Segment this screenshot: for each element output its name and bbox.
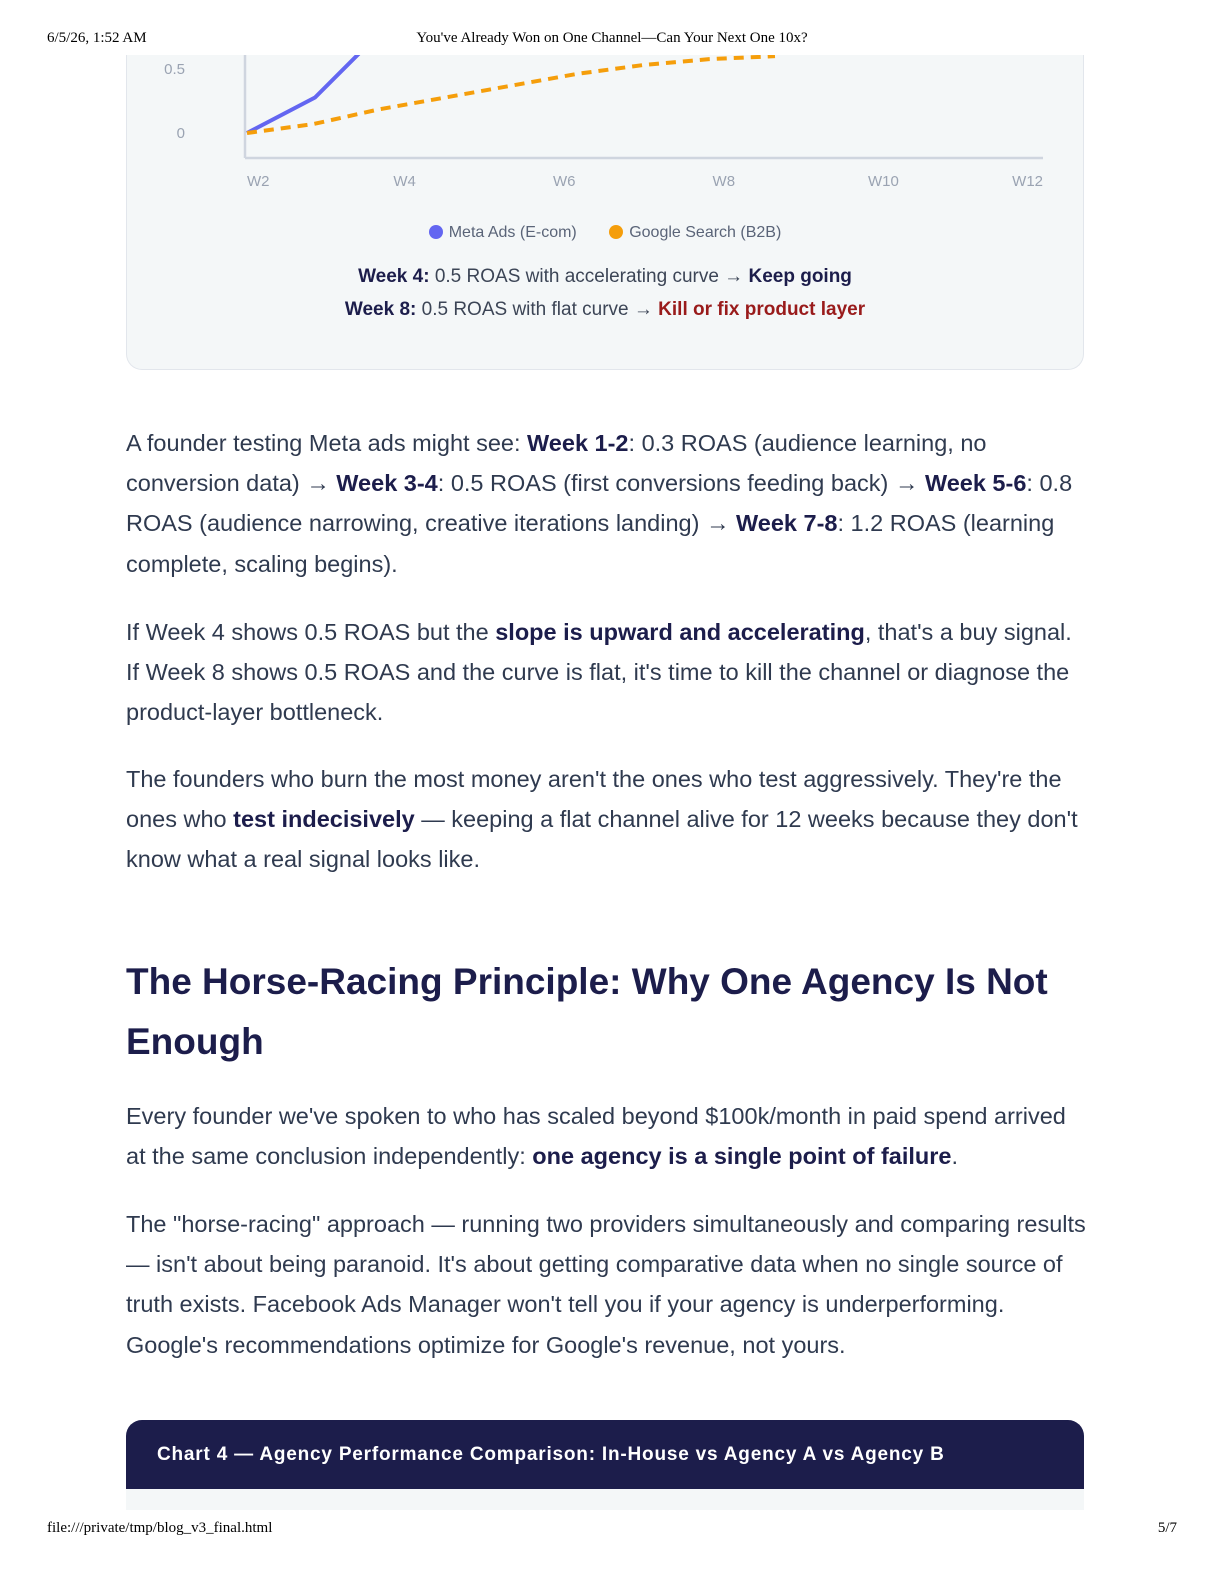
- text-run: : 0.5 ROAS (first conversions feeding back) →: [437, 470, 925, 497]
- paragraph-roas-progression: [126, 423, 1086, 584]
- x-tick-label: W4: [393, 173, 416, 190]
- text-run: The "horse-racing" approach — running two providers simultaneously and comparing results — isn't about being paranoid. It's about getting comparative data when no single source of truth exists. Facebook Ads Manager won't tell you if your agency is underperforming. Google's recommendations optimize for Google's revenue, not yours.: [126, 1211, 1086, 1358]
- series-line-google: [247, 56, 775, 133]
- print-footer: [47, 1520, 1177, 1540]
- text-run: : 0.3 ROAS (audience learning, no conversion data) →: [126, 430, 987, 497]
- x-tick-label: W6: [552, 173, 576, 190]
- annotation-text: 0.5 ROAS with flat curve →: [421, 299, 653, 320]
- annotation-text: 0.5 ROAS with accelerating curve →: [434, 266, 744, 287]
- bold-run: slope is upward and accelerating: [495, 619, 865, 645]
- y-tick-label: 0.5: [164, 61, 185, 78]
- legend-label-google: Google Search (B2B): [629, 224, 782, 241]
- text-run: Every founder we've spoken to who has scaled beyond $100k/month in paid spend arrived at the same conclusion independently:: [126, 1103, 1066, 1170]
- text-run: A founder testing Meta ads might see:: [126, 430, 528, 456]
- legend-item-meta: [429, 224, 577, 242]
- print-url: file:///private/tmp/blog_v3_final.html: [47, 1520, 273, 1536]
- legend-swatch-meta: [429, 225, 443, 239]
- x-tick-label: W12: [1012, 173, 1043, 190]
- paragraph-horse-racing: [126, 1204, 1086, 1365]
- chart-annotations: [127, 260, 1083, 326]
- print-header: [47, 30, 1177, 50]
- chart-4-title: Chart 4 — Agency Performance Comparison: In-House vs Agency A vs Agency B: [126, 1420, 1084, 1489]
- text-run: , that's a buy signal. If Week 8 shows 0.5 ROAS and the curve is flat, it's time to kill the channel or diagnose the product-layer bottleneck.: [126, 619, 1072, 726]
- paragraph-single-point-of-failure: [126, 1096, 1086, 1176]
- legend-swatch-google: [609, 225, 623, 239]
- bold-run: Week 7-8: [736, 510, 838, 537]
- text-run: — keeping a flat channel alive for 12 weeks because they don't know what a real signal looks like.: [126, 806, 1078, 873]
- annotation-verdict: Kill or fix product layer: [658, 299, 866, 320]
- bold-run: Week 3-4: [336, 470, 438, 497]
- legend-label-meta: Meta Ads (E-com): [448, 224, 577, 241]
- roas-curve-chart-card: [126, 18, 1084, 370]
- print-doc-title: You've Already Won on One Channel—Can Your Next One 10x?: [416, 30, 808, 46]
- print-date: 6/5/26, 1:52 AM: [47, 30, 147, 46]
- x-tick-label: W8: [712, 173, 736, 190]
- text-run: If Week 4 shows 0.5 ROAS but the: [126, 619, 496, 645]
- annotation-verdict: Keep going: [748, 266, 852, 287]
- x-tick-label: W10: [867, 173, 899, 190]
- x-tick-label: W2: [247, 173, 270, 190]
- bold-run: one agency is a single point of failure: [532, 1143, 952, 1170]
- bold-run: Week 1-2: [527, 430, 629, 456]
- annotation-week-8: [127, 293, 1083, 326]
- section-heading: The Horse-Racing Principle: Why One Agency Is Not Enough: [126, 961, 1048, 1062]
- y-tick-label: 0: [176, 125, 185, 142]
- text-run: : 1.2 ROAS (learning complete, scaling begins).: [126, 510, 1055, 577]
- annotation-week-4: [127, 260, 1083, 293]
- bold-run: Week 5-6: [924, 470, 1027, 497]
- bold-run: test indecisively: [233, 806, 415, 833]
- text-run: : 0.8 ROAS (audience narrowing, creative iterations landing) →: [126, 470, 1073, 537]
- legend-item-google: [609, 224, 781, 242]
- paragraph-buy-signal: [126, 612, 1086, 733]
- text-run: The founders who burn the most money aren't the ones who test aggressively. They're the ones who: [126, 766, 1062, 833]
- print-page-number: 5/7: [1157, 1520, 1177, 1536]
- paragraph-test-indecisively: [126, 759, 1086, 880]
- annotation-label: Week 4:: [358, 266, 430, 287]
- chart-legend: [127, 224, 1083, 242]
- text-run: .: [951, 1143, 958, 1170]
- annotation-label: Week 8:: [344, 299, 417, 320]
